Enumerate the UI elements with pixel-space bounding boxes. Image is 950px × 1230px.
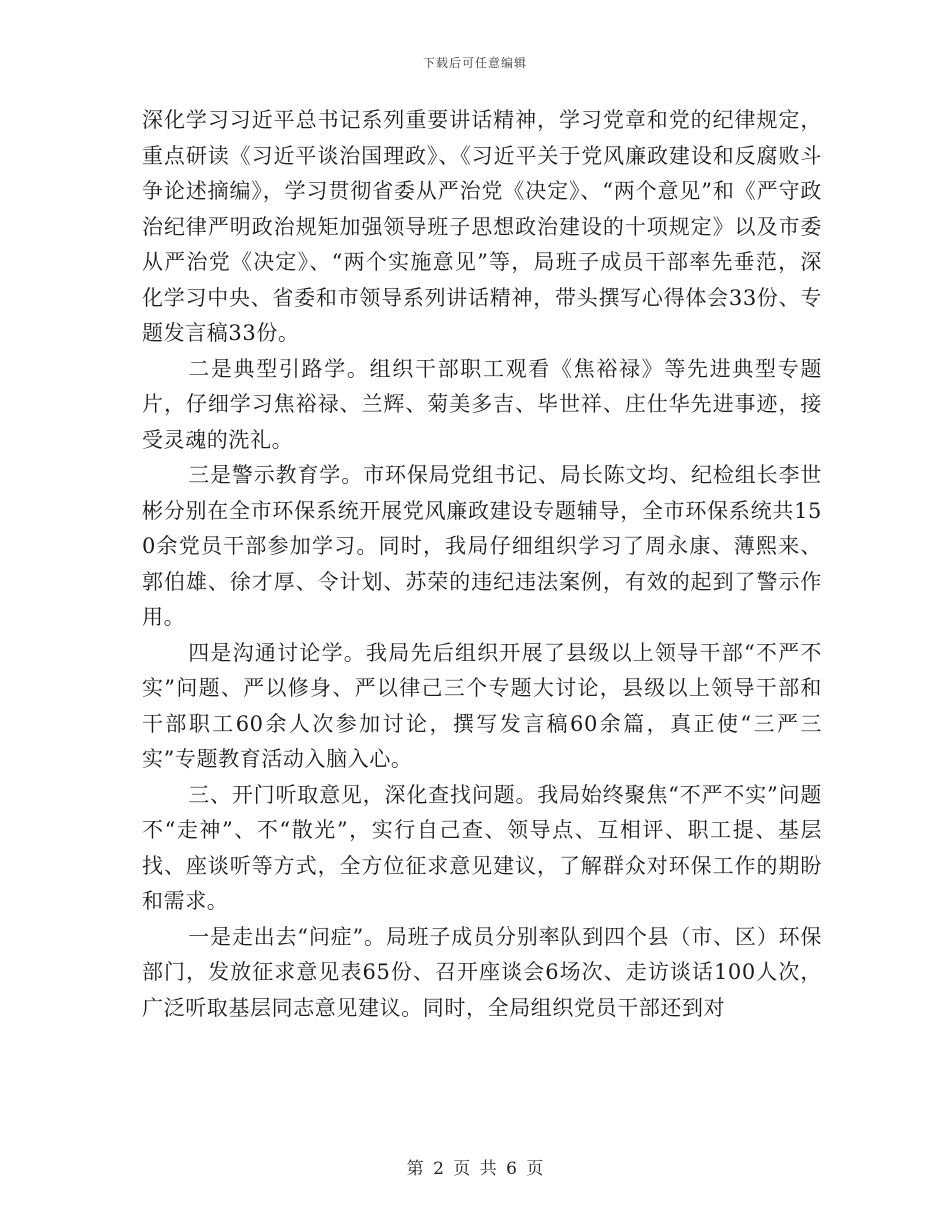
paragraph-3: 三是警示教育学。市环保局党组书记、局长陈文均、纪检组长李世彬分别在全市环保系统开展党风廉政建设专题辅导，全市环保系统共150余党员干部参加学习。同时，我局仔细组织学习了周永康、薄熙来、郭伯雄、徐才厚、令计划、苏荣的违纪违法案例，有效的起到了警示作用。 bbox=[142, 463, 822, 629]
page-number-footer: 第 2 页 共 6 页 bbox=[406, 1159, 544, 1179]
paragraph-5: 三、开门听取意见，深化查找问题。我局始终聚焦“不严不实”问题不“走神”、不“散光”，实行自己查、领导点、互相评、职工提、基层找、座谈听等方式，全方位征求意见建议，了解群众对环保工作的期盼和需求。 bbox=[142, 782, 822, 913]
paragraph-6: 一是走出去“问症”。局班子成员分别率队到四个县（市、区）环保部门，发放征求意见表65份、召开座谈会6场次、走访谈话100人次，广泛听取基层同志意见建议。同时，全局组织党员干部还到对 bbox=[142, 924, 822, 1020]
paragraph-4: 四是沟通讨论学。我局先后组织开展了县级以上领导干部“不严不实”问题、严以修身、严以律己三个专题大讨论，县级以上领导干部和干部职工60余人次参加讨论，撰写发言稿60余篇，真正使“三严三实”专题教育活动入脑入心。 bbox=[142, 640, 822, 771]
document-body bbox=[142, 103, 822, 1026]
page-header: 下载后可任意编辑 bbox=[422, 56, 527, 70]
paragraph-2: 二是典型引路学。组织干部职工观看《焦裕禄》等先进典型专题片，仔细学习焦裕禄、兰辉、菊美多吉、毕世祥、庄仕华先进事迹，接受灵魂的洗礼。 bbox=[142, 356, 822, 452]
paragraph-1: 深化学习习近平总书记系列重要讲话精神，学习党章和党的纪律规定，重点研读《习近平谈治国理政》、《习近平关于党风廉政建设和反腐败斗争论述摘编》，学习贯彻省委从严治党《决定》、“两个意见”和《严守政治纪律严明政治规矩加强领导班子思想政治建设的十项规定》以及市委从严治党《决定》、“两个实施意见”等，局班子成员干部率先垂范，深化学习中央、省委和市领导系列讲话精神，带头撰写心得体会33份、专题发言稿33份。 bbox=[142, 108, 822, 345]
